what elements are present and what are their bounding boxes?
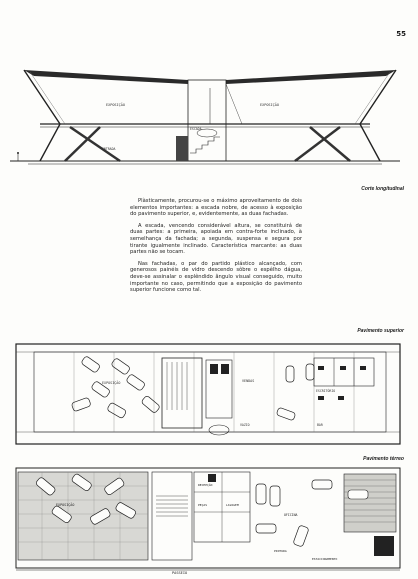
section-label-exhibition-left: EXPOSIÇÃO bbox=[106, 103, 125, 107]
ground-label-parking: ESTACIONAMENTO bbox=[312, 557, 338, 561]
ground-label-painting: PINTURA bbox=[274, 549, 287, 553]
upper-label-bar: BAR bbox=[317, 423, 323, 427]
section-label-stair: ESCADA bbox=[190, 127, 202, 131]
ground-label-wash: LAVAGEM bbox=[226, 503, 239, 507]
ground-label-workshop: OFICINA bbox=[284, 513, 298, 517]
upper-label-exposition: EXPOSIÇÃO bbox=[102, 381, 121, 385]
section-caption: Corte longitudinal bbox=[361, 186, 404, 192]
ground-label-exposition: EXPOSIÇÃO bbox=[56, 503, 75, 507]
paragraph-2: A escada, vencendo considerável altura, se constituirá de duas partes: a primeira, apoiada em contra-forte inclinado, à semelhança da fachada; a segunda, suspensa e segura por tirante igualmente inclinado. Característica marcante: as duas partes não se tocam. bbox=[130, 222, 302, 256]
upper-floor-plan-drawing bbox=[12, 340, 404, 448]
ground-floor-plan-drawing bbox=[12, 466, 404, 578]
paragraph-3: Nas fachadas, o par do partido plástico alcançado, com generosos painéis de vidro descendo sôbre o espêlho dágua, deve-se assinalar o esplêndido ângulo visual conseguido, muito importante no caso, permitindo que a exposição do pavimento superior funcione como tal. bbox=[130, 260, 302, 294]
ground-label-parts: PEÇAS bbox=[198, 503, 208, 507]
upper-label-offices: ESCRITÓRIO bbox=[316, 389, 336, 393]
page-number: 55 bbox=[396, 30, 406, 38]
article-text bbox=[130, 198, 302, 299]
section-label-exhibition-right: EXPOSIÇÃO bbox=[260, 103, 279, 107]
upper-label-sales: VENDAS bbox=[242, 379, 255, 383]
longitudinal-section-drawing bbox=[10, 58, 400, 183]
ground-plan-caption: Pavimento térreo bbox=[363, 456, 404, 462]
section-label-entrance: ENTRADA bbox=[102, 147, 116, 151]
paragraph-1: Plàsticamente, procurou-se o máximo aproveitamento de dois elementos importantes: a escada nobre, de acesso à exposição do pavimento superior, e, evidentemente, as duas fachadas. bbox=[130, 198, 302, 218]
upper-label-void: VAZIO bbox=[240, 423, 250, 427]
ground-label-reception: RECEPÇÃO bbox=[198, 483, 213, 487]
upper-plan-caption: Pavimento superior bbox=[357, 328, 404, 334]
ground-label-street: PASSEIO bbox=[172, 571, 188, 575]
